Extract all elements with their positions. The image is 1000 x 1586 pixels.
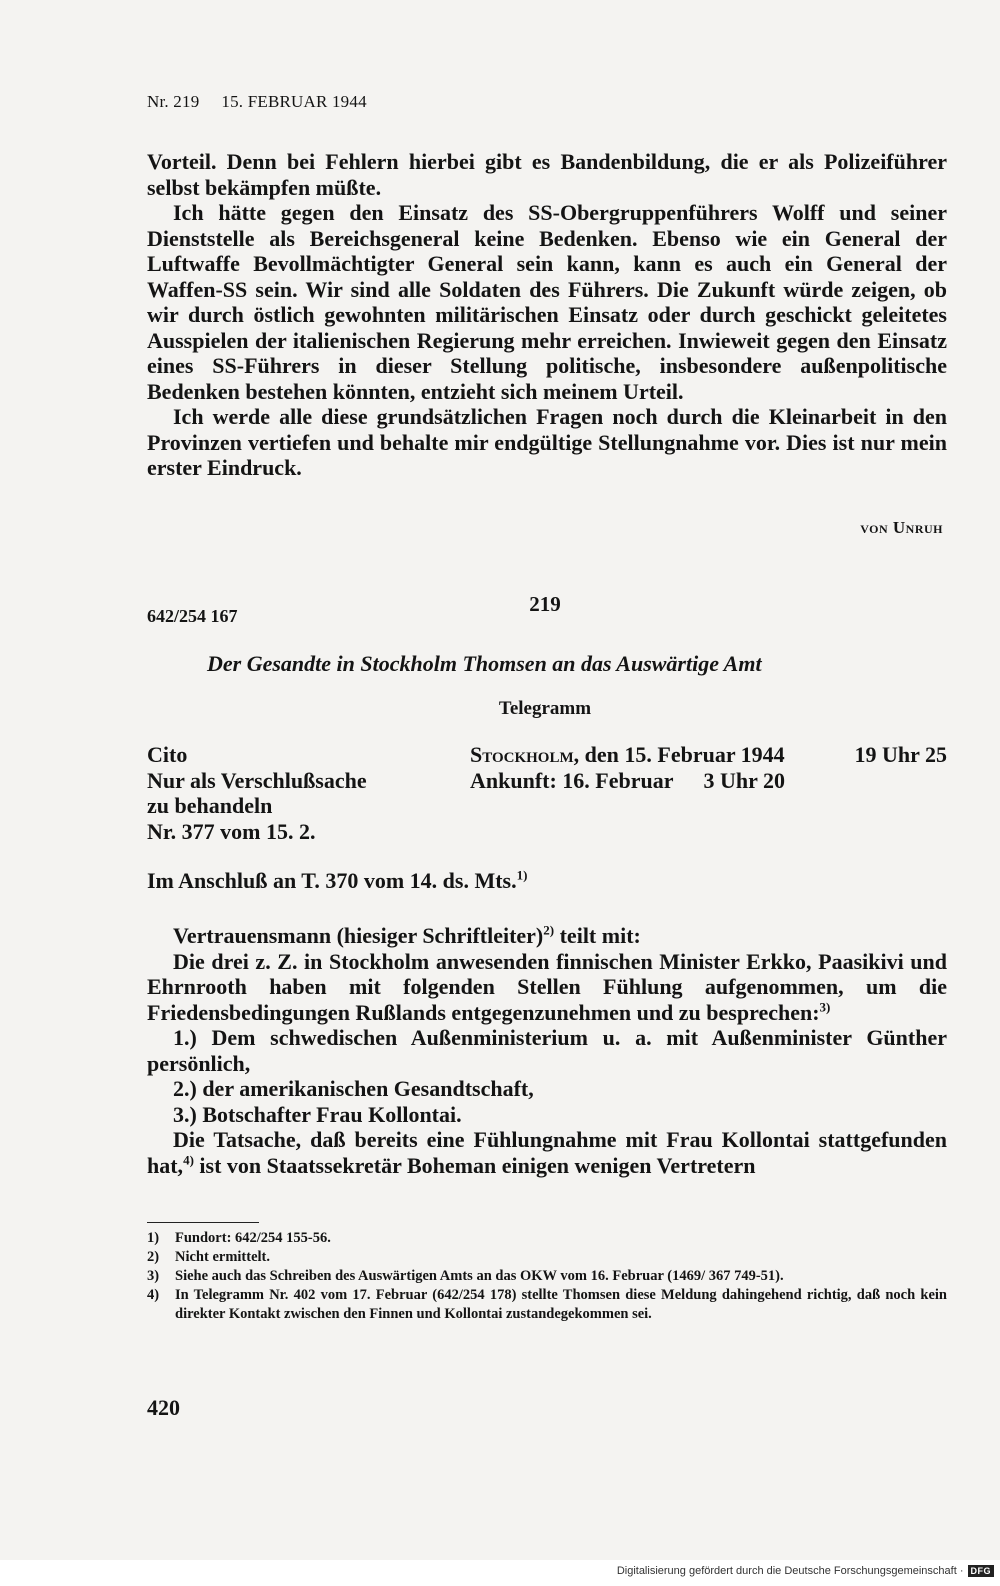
list-item: 2.) der amerikanischen Gesandtschaft, (173, 1076, 534, 1101)
arrival-date: Ankunft: 16. Februar (470, 767, 674, 793)
sent-city: Stockholm (470, 742, 574, 767)
signature: von Unruh (860, 518, 943, 537)
classification-line-1: Nur als Verschlußsache (147, 767, 367, 793)
informant-line (147, 923, 947, 949)
document-number: 219 (529, 592, 561, 616)
sent-date: , den 15. Februar 1944 (573, 742, 785, 767)
archive-reference: 642/254 167 (147, 606, 238, 626)
telegram-metadata-right (470, 742, 947, 793)
dfg-logo-icon: DFG (968, 1565, 995, 1577)
telegram-number: Nr. 377 vom 15. 2. (147, 818, 316, 844)
classification-line-2: zu behandeln (147, 793, 273, 818)
header-doc-number: Nr. 219 (147, 92, 200, 111)
header-date: 15. FEBRUAR 1944 (221, 92, 367, 111)
paragraph-text: Die Tatsache, daß bereits eine Fühlungnahme mit Frau Kollontai stattgefunden hat, (147, 1127, 947, 1178)
paragraph (147, 949, 947, 1026)
arrival-line (470, 768, 947, 794)
footnote: 4) In Telegramm Nr. 402 vom 17. Februar (642/254 178) stellte Thomsen diese Meldung dahingehend richtig, daß noch kein direkter Kontakt zwischen den Finnen und Kollontai zustandegekommen sei. (147, 1287, 947, 1322)
paragraph: Ich hätte gegen den Einsatz des SS-Obergruppenführers Wolff und seiner Dienststelle als Bereichsgeneral keine Bedenken. Ebenso wie ein General der Luftwaffe Bevollmächtigter General sein kann, kann es auch ein General der Waffen-SS sein. Wir sind alle Soldaten des Führers. Die Zukunft würde zeigen, ob wir durch östlich gewohnten militärischen Einsatz oder durch geschickt geleitetes Ausspielen der italienischen Regierung mehr erreichen. Inwieweit gegen den Einsatz eines SS-Führers in dieser Stellung politische, insbesondere außenpolitische Bedenken bestehen könnten, entzieht sich meinem Urteil. (147, 200, 947, 404)
anschluss-text: Im Anschluß an T. 370 vom 14. ds. Mts. (147, 868, 517, 893)
footnote-divider (147, 1222, 259, 1223)
footnotes (147, 1222, 947, 1324)
footnote-ref: 2) (543, 922, 555, 938)
digitization-credit (617, 1565, 994, 1577)
paragraph-text: Die drei z. Z. in Stockholm anwesenden finnischen Minister Erkko, Paasikivi und Ehrnrooth haben mit folgenden Stellen Fühlung aufgenommen, um die Friedensbedingungen Rußlands entgegenzunehmen und zu besprechen: (147, 948, 947, 1025)
arrival-time: 3 Uhr 20 (703, 767, 786, 793)
footnote-ref: 3) (819, 999, 831, 1015)
list-item: 1.) Dem schwedischen Außenministerium u. a. mit Außenminister Günther persönlich, (147, 1025, 947, 1076)
running-header (147, 92, 367, 112)
paragraph (147, 1127, 947, 1178)
paragraph: Ich werde alle diese grundsätzlichen Fragen noch durch die Kleinarbeit in den Provinzen vertiefen und behalte mir endgültige Stellungnahme vor. Dies ist nur mein erster Eindruck. (147, 404, 947, 480)
list-item: 3.) Botschafter Frau Kollontai. (173, 1101, 462, 1127)
anschluss-line (147, 868, 947, 894)
footnote: 3) Siehe auch das Schreiben des Auswärtigen Amts an das OKW vom 16. Februar (1469/ 367 749-51). (147, 1268, 784, 1284)
document-title: Der Gesandte in Stockholm Thomsen an das Auswärtige Amt (207, 651, 762, 676)
footnote: 2) Nicht ermittelt. (147, 1249, 271, 1265)
informant-end: teilt mit: (554, 923, 641, 948)
paragraph: Vorteil. Denn bei Fehlern hierbei gibt es Bandenbildung, die er als Polizeiführer selbst bekämpfen müßte. (147, 149, 947, 200)
previous-document-text (147, 149, 947, 481)
telegram-metadata-left (147, 742, 467, 844)
cito-label: Cito (147, 742, 188, 767)
document-type: Telegramm (498, 698, 592, 719)
credit-text: Digitalisierung gefördert durch die Deutsche Forschungsgemeinschaft · (616, 1565, 964, 1577)
footnote-ref: 4) (183, 1152, 194, 1168)
paragraph-text-cont: ist von Staatssekretär Boheman einigen wenigen Vertretern (193, 1152, 756, 1178)
footnote: 1) Fundort: 642/254 155-56. (147, 1230, 331, 1246)
page-number: 420 (147, 1395, 180, 1420)
footnote-ref: 1) (516, 867, 528, 883)
telegram-body (147, 923, 947, 1178)
informant-text: Vertrauensmann (hiesiger Schriftleiter) (173, 923, 544, 948)
sent-line (470, 742, 947, 768)
sent-time: 19 Uhr 25 (854, 742, 947, 767)
